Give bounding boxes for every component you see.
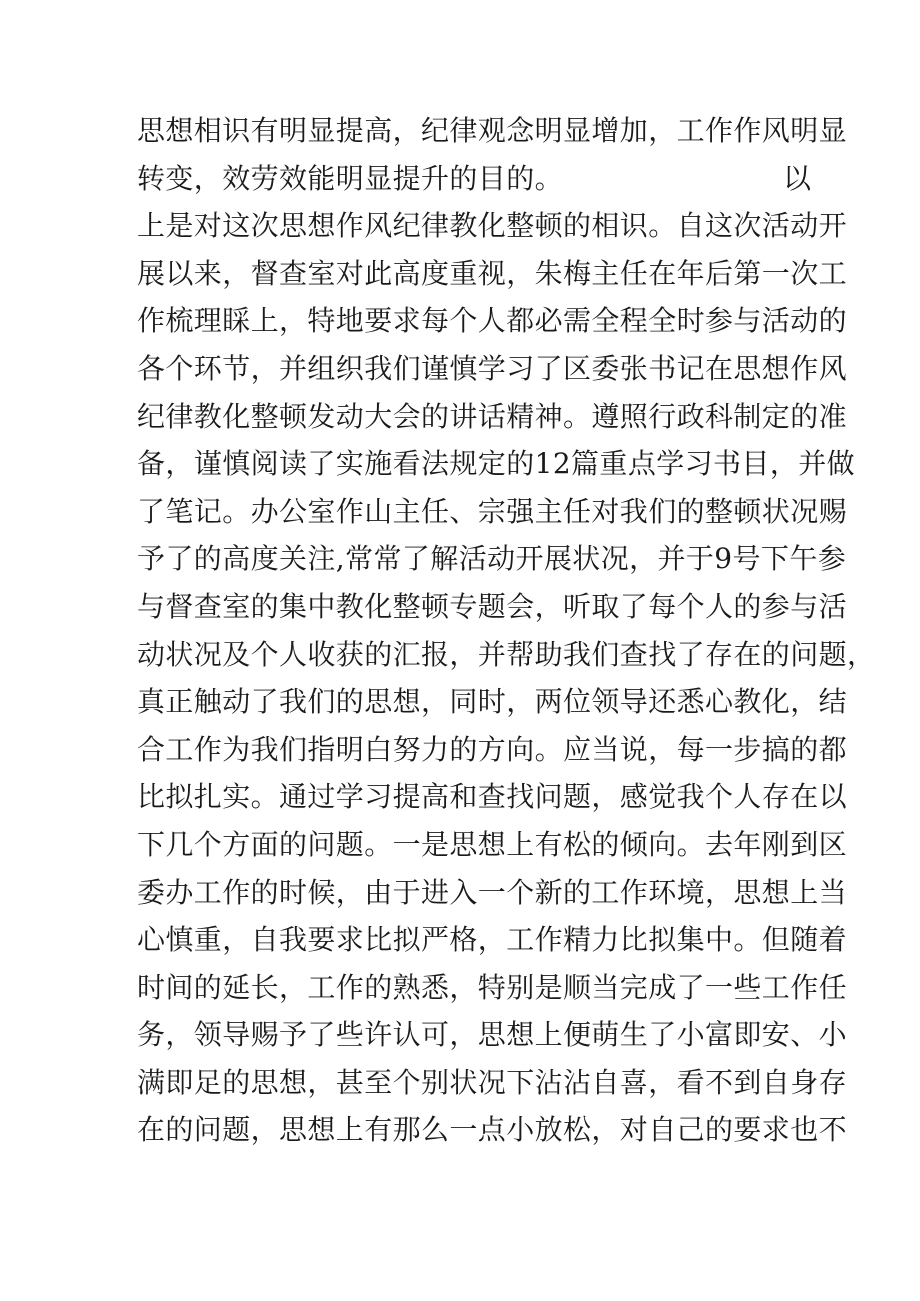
text-line-21: 满即足的思想，甚至个别状况下沾沾自喜，看不到自身存 [137,1065,848,1099]
text-line-11: 与督查室的集中教化整顿专题会，听取了每个人的参与活 [137,589,848,623]
text-line-2-tail: 以 [783,161,812,195]
text-line-12: 动状况及个人收获的汇报，并帮助我们查找了存在的问题， [137,637,876,671]
text-line-14: 合工作为我们指明白努力的方向。应当说，每一步搞的都 [137,732,848,766]
text-line-7: 纪律教化整顿发动大会的讲话精神。遵照行政科制定的准 [137,399,848,433]
text-line-17: 委办工作的时候，由于进入一个新的工作环境，思想上当 [137,875,848,909]
text-line-16: 下几个方面的问题。一是思想上有松的倾向。去年刚到区 [137,827,848,861]
text-line-9: 了笔记。办公室作山主任、宗强主任对我们的整顿状况赐 [137,494,848,528]
text-line-13: 真正触动了我们的思想，同时，两位领导还悉心教化，结 [137,685,848,719]
text-line-5: 作梳理睬上，特地要求每个人都必需全程全时参与活动的 [137,304,848,338]
text-line-19: 时间的延长，工作的熟悉，特别是顺当完成了一些工作任 [137,970,848,1004]
text-line-3: 上是对这次思想作风纪律教化整顿的相识。自这次活动开 [137,209,848,243]
body-text [137,107,876,1154]
text-line-6: 各个环节，并组织我们谨慎学习了区委张书记在思想作风 [137,351,848,385]
text-line-22: 在的问题，思想上有那么一点小放松，对自己的要求也不 [137,1113,848,1147]
text-line-1: 思想相识有明显提高，纪律观念明显增加，工作作风明显 [137,114,848,147]
text-line-15: 比拟扎实。通过学习提高和查找问题，感觉我个人存在以 [137,780,848,814]
text-line-2-content: 转变，效劳效能明显提升的目的。 [137,161,564,195]
text-line-18: 心慎重，自我要求比拟严格，工作精力比拟集中。但随着 [137,923,848,957]
text-line-20: 务，领导赐予了些许认可，思想上便萌生了小富即安、小 [137,1018,848,1052]
text-line-10: 予了的高度关注,常常了解活动开展状况，并于9号下午参 [137,542,847,576]
text-line-4: 展以来，督查室对此高度重视，朱梅主任在年后第一次工 [137,256,848,290]
text-line-2 [137,155,812,203]
text-line-8: 备，谨慎阅读了实施看法规定的12篇重点学习书目，并做 [137,447,856,481]
